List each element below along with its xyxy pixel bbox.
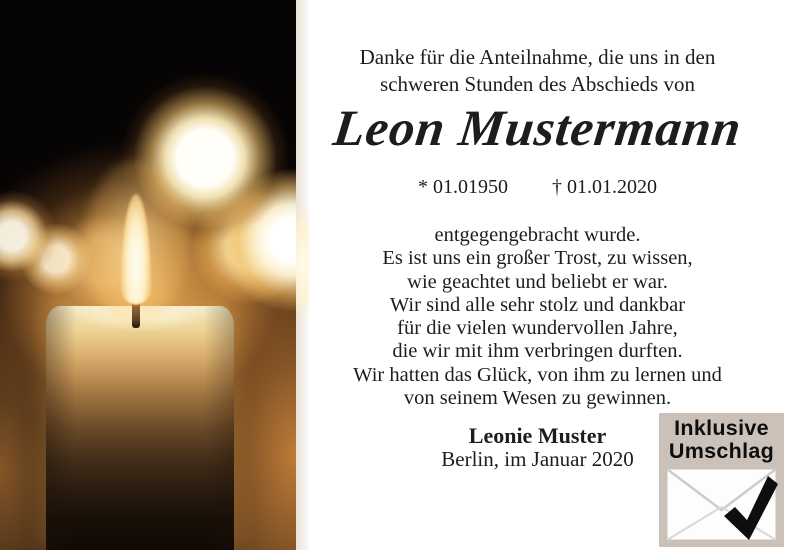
candle-body: [46, 306, 234, 550]
birth-date-value: 01.01950: [433, 176, 508, 198]
death-date: [552, 176, 657, 199]
intro-text: [309, 44, 766, 97]
body-line: wie geachtet und beliebt er war.: [407, 270, 668, 293]
body-line: Es ist uns ein großer Trost, zu wissen,: [382, 247, 693, 270]
body-line: für die vielen wundervollen Jahre,: [397, 317, 678, 340]
body-line: von seinem Wesen zu gewinnen.: [403, 387, 672, 410]
body-line: Wir sind alle sehr stolz und dankbar: [389, 293, 686, 316]
intro-line-2: schweren Stunden des Abschieds von: [380, 71, 695, 96]
badge-line-1: Inklusive: [674, 416, 769, 440]
candle-photo: [0, 0, 296, 550]
signature-name: Leonie Muster: [468, 423, 607, 448]
badge-line-2: Umschlag: [668, 439, 775, 463]
place-date-line: Berlin, im Januar 2020: [441, 447, 634, 471]
death-cross-symbol: †: [552, 176, 562, 198]
death-date-value: 01.01.2020: [567, 176, 657, 198]
badge-text: [659, 417, 784, 463]
photo-edge-fade: [296, 0, 309, 550]
intro-line-1: Danke für die Anteilnahme, die uns in den: [359, 45, 716, 69]
body-line: Wir hatten das Glück, von ihm zu lernen und: [353, 363, 722, 386]
inklusive-umschlag-badge: [659, 413, 784, 547]
envelope-icon: [665, 467, 778, 542]
condolence-text: [309, 224, 766, 410]
life-dates: [309, 176, 766, 199]
body-line: entgegengebracht wurde.: [434, 224, 641, 246]
birth-date: [418, 176, 508, 199]
birth-star-symbol: *: [418, 176, 428, 198]
body-line: die wir mit ihm verbringen durften.: [392, 340, 683, 363]
deceased-name: Leon Mustermann: [330, 101, 745, 157]
